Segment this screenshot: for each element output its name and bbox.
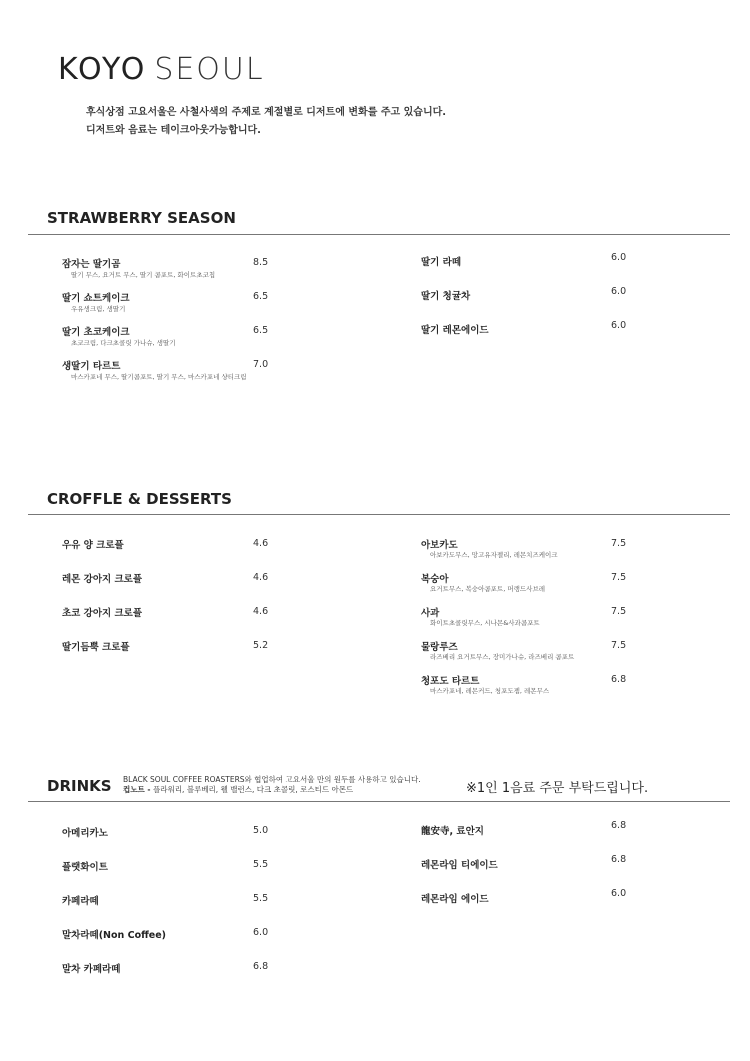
brand-name-koyo: KOYO [58, 52, 147, 87]
order-notice: ※1인 1음료 주문 부탁드립니다. [466, 781, 649, 796]
menu-item-name: 청포도 타르트 [421, 676, 480, 687]
menu-item-name: 생딸기 타르트 [62, 361, 121, 372]
menu-item-desc: 라즈베리 요거트무스, 장미가나슈, 라즈베리 콤포트 [430, 653, 575, 661]
section-divider [28, 801, 730, 802]
menu-item-name: 레몬라임 에이드 [421, 894, 489, 905]
drinks-note [123, 775, 421, 795]
intro-line-2: 디저트와 음료는 테이크아웃가능합니다. [86, 125, 261, 136]
menu-item-name: 복숭아 [421, 574, 449, 585]
menu-item-name: 사과 [421, 608, 440, 619]
menu-item-name: 플랫화이트 [62, 862, 108, 873]
menu-item-price: 6.0 [611, 320, 627, 331]
menu-item-price: 8.5 [253, 257, 269, 268]
drinks-note-line-2 [123, 785, 421, 795]
menu-item-desc: 초코크림, 다크초콜릿 가나슈, 생딸기 [71, 339, 176, 347]
menu-item-name: 딸기 초코케이크 [62, 327, 130, 338]
cup-note-label: 컵노트 - [123, 785, 154, 794]
menu-item-name: 레몬라임 티에이드 [421, 860, 498, 871]
section-divider [28, 514, 730, 515]
menu-item-price: 7.5 [611, 538, 627, 549]
drinks-note-line-1: BLACK SOUL COFFEE ROASTERS와 협업하여 고요서울 만의 원두를 사용하고 있습니다. [123, 775, 421, 784]
menu-item-desc: 마스카포네, 레몬커드, 청포도젬, 레몬무스 [430, 687, 550, 695]
menu-item-price: 6.0 [253, 927, 269, 938]
menu-item-price: 7.0 [253, 359, 269, 370]
menu-item-name: 아보카도 [421, 540, 458, 551]
menu-item-name: 아메리카노 [62, 828, 108, 839]
menu-item-price: 6.0 [611, 252, 627, 263]
brand-logo [58, 52, 265, 87]
menu-item-price: 5.0 [253, 825, 269, 836]
menu-item-name: 말차라떼(Non Coffee) [62, 930, 167, 941]
menu-item-desc: 우유생크림, 생딸기 [71, 305, 126, 313]
menu-item-desc: 마스카포네 무스, 딸기콤포트, 딸기 무스, 마스카포네 샹티크림 [71, 373, 247, 381]
menu-item-price: 4.6 [253, 606, 269, 617]
menu-item-desc: 딸기 무스, 요거트 무스, 딸기 콤포트, 화이트초코칩 [71, 271, 216, 279]
menu-item-desc: 아보카도무스, 망고유자젤리, 레몬치즈케이크 [430, 551, 558, 559]
menu-item-name: 잠자는 딸기곰 [62, 259, 121, 270]
menu-item-price: 4.6 [253, 538, 269, 549]
menu-item-name: 우유 양 크로플 [62, 540, 124, 551]
menu-item-price: 6.0 [611, 888, 627, 899]
section-title-croffle: CROFFLE & DESSERTS [47, 490, 232, 508]
section-divider [28, 234, 730, 235]
menu-item-price: 6.8 [253, 961, 269, 972]
menu-item-name: 딸기 청귤차 [421, 291, 471, 302]
intro-text [86, 104, 446, 140]
menu-item-name: 물랑루즈 [421, 642, 458, 653]
menu-item-price: 6.5 [253, 291, 269, 302]
menu-item-name: 초코 강아지 크로플 [62, 608, 143, 619]
section-title-strawberry: STRAWBERRY SEASON [47, 209, 236, 227]
menu-item-price: 6.8 [611, 820, 627, 831]
menu-item-name: 딸기 쇼트케이크 [62, 293, 130, 304]
menu-item-name: 딸기 라떼 [421, 257, 462, 268]
menu-item-price: 7.5 [611, 572, 627, 583]
menu-item-price: 5.5 [253, 859, 269, 870]
menu-item-name: 딸기듬뿍 크로플 [62, 642, 130, 653]
menu-item-price: 7.5 [611, 640, 627, 651]
menu-item-name: 레몬 강아지 크로플 [62, 574, 143, 585]
menu-item-price: 6.0 [611, 286, 627, 297]
menu-item-name: 딸기 레몬에이드 [421, 325, 489, 336]
menu-item-price: 4.6 [253, 572, 269, 583]
menu-item-price: 5.2 [253, 640, 269, 651]
brand-name-seoul: SEOUL [154, 52, 265, 87]
menu-item-price: 6.8 [611, 854, 627, 865]
menu-item-desc: 요거트무스, 복숭아콤포트, 머랭드사브레 [430, 585, 546, 593]
section-title-drinks: DRINKS [47, 777, 112, 795]
menu-item-price: 7.5 [611, 606, 627, 617]
intro-line-1: 후식상점 고요서울은 사철사색의 주제로 계절별로 디저트에 변화를 주고 있습니다. [86, 107, 447, 118]
menu-item-name: 말차 카페라떼 [62, 964, 121, 975]
menu-item-name: 카페라떼 [62, 896, 99, 907]
menu-item-price: 6.8 [611, 674, 627, 685]
menu-item-name: 龍安寺, 료안지 [421, 826, 484, 837]
cup-note-text: 플라워리, 블루베리, 웰 밸런스, 다크 초콜릿, 로스티드 아몬드 [153, 785, 354, 794]
menu-item-price: 6.5 [253, 325, 269, 336]
menu-item-desc: 화이트초콜릿무스, 시나몬&사과콤포트 [430, 619, 540, 627]
menu-item-price: 5.5 [253, 893, 269, 904]
